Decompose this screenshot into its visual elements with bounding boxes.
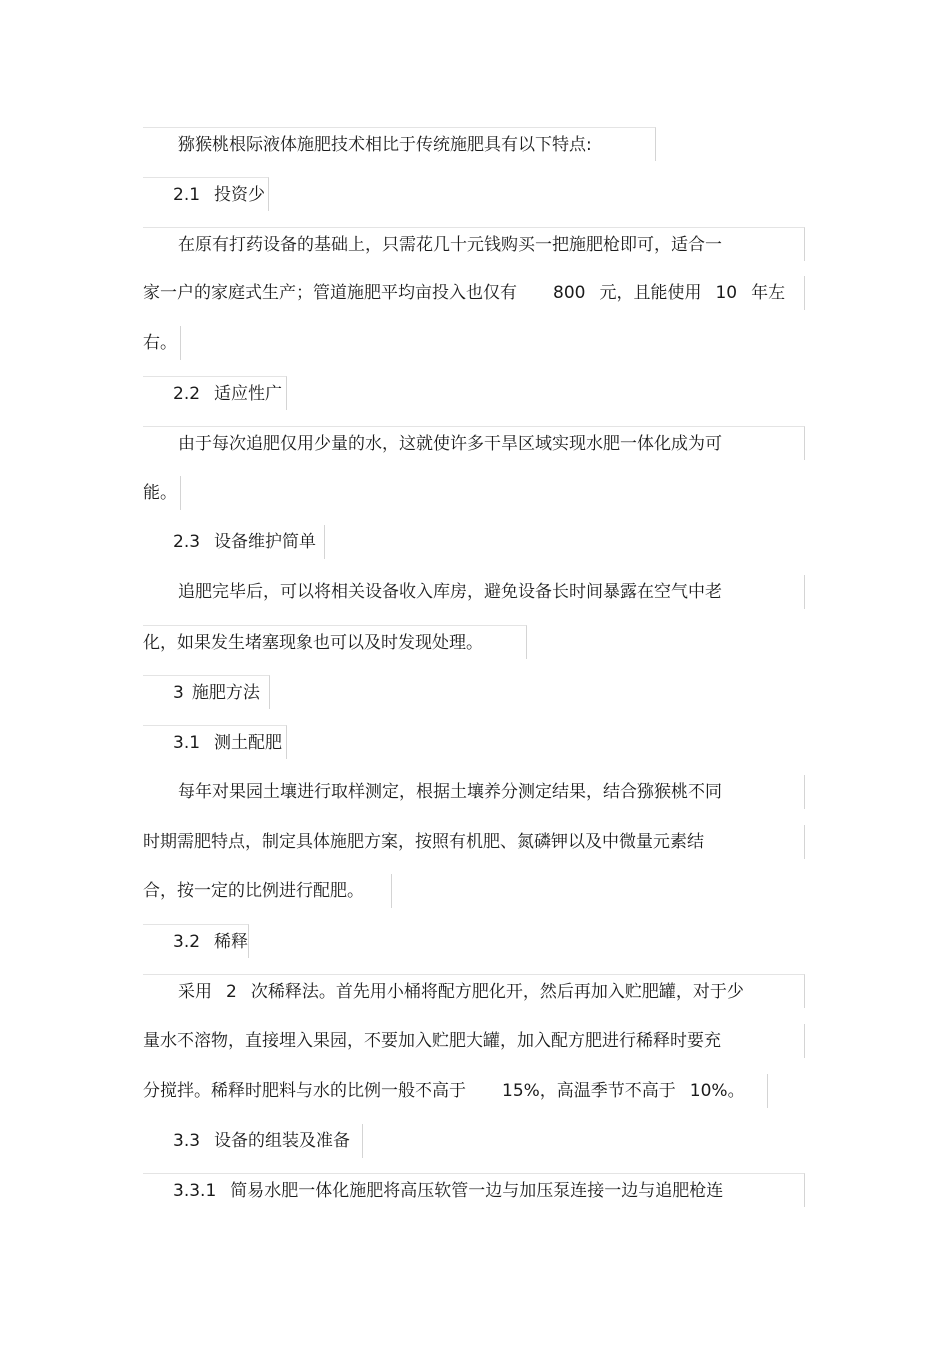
paragraph-2-3-line-2 xyxy=(143,625,527,659)
paragraph-text: ，高温季节不高于 xyxy=(539,1081,676,1101)
paragraph-text: 右。 xyxy=(143,333,177,353)
heading-number: 2.1 xyxy=(173,185,201,205)
paragraph-3-1-line-1 xyxy=(143,775,805,809)
heading-number: 3.3 xyxy=(173,1131,201,1151)
heading-number: 3.1 xyxy=(173,733,201,753)
paragraph-text: 次稀释法。首先用小桶将配方肥化开，然后再加入贮肥罐，对于少 xyxy=(250,982,744,1002)
paragraph-2-1-line-2 xyxy=(143,276,805,310)
paragraph-text: 采用 xyxy=(178,982,212,1002)
paragraph-text: 由于每次追肥仅用少量的水，这就使许多干旱区域实现水肥一体化成为可 xyxy=(178,434,722,454)
paragraph-text: 每年对果园土壤进行取样测定，根据土壤养分测定结果，结合猕猴桃不同 xyxy=(178,782,722,802)
heading-title: 稀释 xyxy=(214,932,249,952)
heading-title: 适应性广 xyxy=(214,384,283,404)
paragraph-text: 简易水肥一体化施肥将高压软管一边与加压泵连接一边与追肥枪连 xyxy=(230,1181,724,1201)
heading-3-3 xyxy=(143,1124,363,1158)
paragraph-text: 追肥完毕后，可以将相关设备收入库房，避免设备长时间暴露在空气中老 xyxy=(178,582,722,602)
paragraph-text: 家一户的家庭式生产；管道施肥平均亩投入也仅有 xyxy=(143,283,517,303)
value-10: 10 xyxy=(715,283,738,303)
paragraph-text: 在原有打药设备的基础上，只需花几十元钱购买一把施肥枪即可，适合一 xyxy=(178,235,722,255)
paragraph-3-3-1-line-1 xyxy=(143,1173,805,1207)
paragraph-2-1-line-1 xyxy=(143,227,805,261)
paragraph-2-1-line-3 xyxy=(143,326,181,360)
paragraph-3-2-line-2 xyxy=(143,1024,805,1058)
heading-number: 2.3 xyxy=(173,532,201,552)
value-2: 2 xyxy=(226,982,237,1002)
heading-title: 设备维护简单 xyxy=(214,532,317,552)
intro-text: 猕猴桃根际液体施肥技术相比于传统施肥具有以下特点: xyxy=(178,135,592,155)
value-10-percent: 10% xyxy=(689,1081,728,1101)
heading-title: 投资少 xyxy=(214,185,266,205)
heading-2-2 xyxy=(143,376,287,410)
heading-title: 测土配肥 xyxy=(214,733,283,753)
heading-title: 设备的组装及准备 xyxy=(214,1131,351,1151)
paragraph-text: 能。 xyxy=(143,483,177,503)
heading-title: 施肥方法 xyxy=(191,683,260,703)
heading-number: 3.2 xyxy=(173,932,201,952)
paragraph-text: 量水不溶物，直接埋入果园，不要加入贮肥大罐，加入配方肥进行稀释时要充 xyxy=(143,1031,721,1051)
heading-2-1 xyxy=(143,177,269,211)
subsection-number: 3.3.1 xyxy=(173,1181,217,1201)
heading-3 xyxy=(143,675,270,709)
paragraph-text: 年左 xyxy=(751,283,786,303)
heading-3-2 xyxy=(143,924,249,958)
paragraph-text: 化，如果发生堵塞现象也可以及时发现处理。 xyxy=(143,633,483,653)
value-15-percent: 15% xyxy=(502,1081,540,1101)
heading-number: 3 xyxy=(173,683,184,703)
paragraph-text: 合，按一定的比例进行配肥。 xyxy=(143,881,364,901)
paragraph-2-3-line-1 xyxy=(143,575,805,609)
paragraph-text: 时期需肥特点，制定具体施肥方案，按照有机肥、氮磷钾以及中微量元素结 xyxy=(143,832,704,852)
paragraph-3-1-line-2 xyxy=(143,825,805,859)
paragraph-text: 分搅拌。稀释时肥料与水的比例一般不高于 xyxy=(143,1081,466,1101)
paragraph-3-1-line-3 xyxy=(143,874,392,908)
paragraph-text: 。 xyxy=(727,1081,745,1101)
intro-paragraph xyxy=(143,127,656,161)
paragraph-2-2-line-1 xyxy=(143,426,805,460)
heading-3-1 xyxy=(143,725,287,759)
paragraph-3-2-line-1 xyxy=(143,974,805,1008)
paragraph-2-2-line-2 xyxy=(143,476,181,510)
heading-number: 2.2 xyxy=(173,384,201,404)
paragraph-text: 元，且能使用 xyxy=(599,283,702,303)
value-800: 800 xyxy=(553,283,586,303)
paragraph-3-2-line-3 xyxy=(143,1074,768,1108)
heading-2-3 xyxy=(143,525,325,559)
